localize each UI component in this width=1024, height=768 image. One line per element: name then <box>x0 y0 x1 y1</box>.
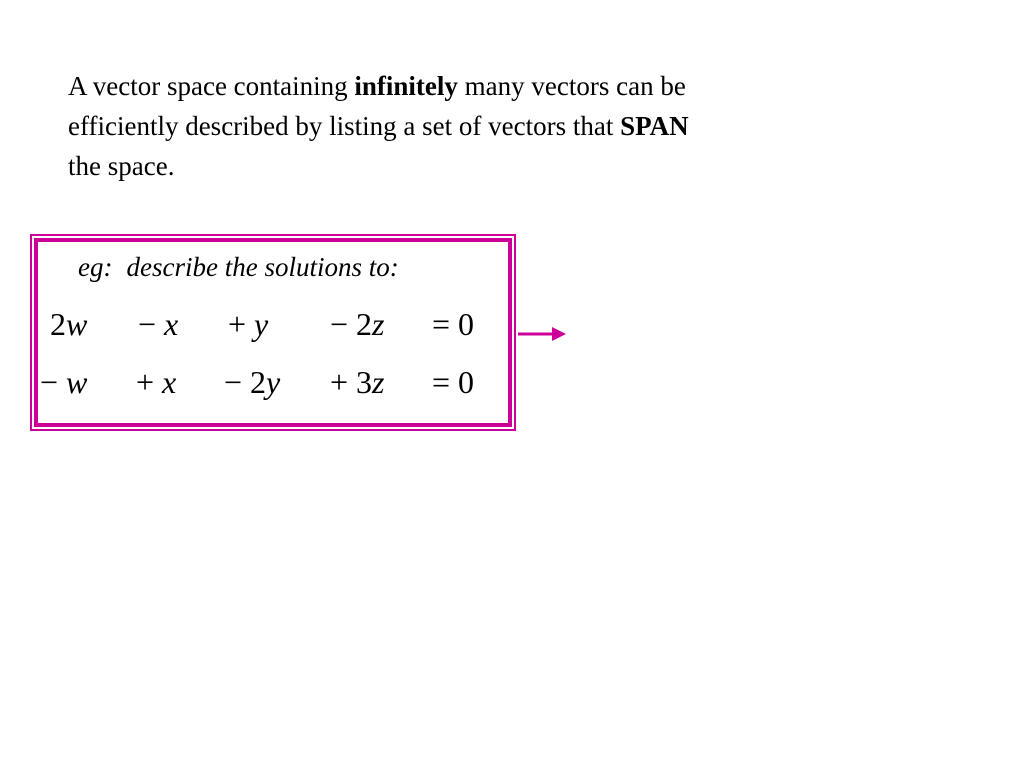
intro-bold-span: SPAN <box>620 111 689 141</box>
term-variable: w <box>66 306 88 342</box>
intro-line-1 <box>68 66 888 106</box>
term-variable: w <box>66 364 88 400</box>
example-prompt <box>78 252 399 283</box>
equation-2-term-2 <box>136 362 176 402</box>
example-prompt-text: describe the solutions to: <box>126 252 399 282</box>
equation-1-term-2 <box>138 304 178 344</box>
term-variable: z <box>372 306 385 342</box>
term-coefficient: 2 <box>50 306 66 342</box>
term-variable: x <box>162 364 177 400</box>
term-coefficient: 2 <box>356 306 373 342</box>
term-operator: + <box>228 306 255 342</box>
term-coefficient: 2 <box>250 364 267 400</box>
equation-1-term-3 <box>228 304 268 344</box>
equation-1-term-1 <box>50 304 87 344</box>
intro-paragraph <box>68 66 888 186</box>
term-operator: + <box>136 364 163 400</box>
term-variable: y <box>254 306 269 342</box>
term-operator: − <box>330 306 357 342</box>
example-label: eg: <box>78 252 113 282</box>
term-variable: x <box>164 306 179 342</box>
intro-line-3: the space. <box>68 151 175 181</box>
right-arrow-icon <box>518 324 568 344</box>
term-operator: + <box>330 364 357 400</box>
equation-2-term-4 <box>330 362 385 402</box>
term-operator: − <box>138 306 165 342</box>
intro-text: efficiently described by listing a set of vectors that <box>68 111 621 141</box>
term-operator: − <box>224 364 251 400</box>
intro-text: A vector space containing <box>68 71 355 101</box>
equation-2-rhs: = 0 <box>432 364 475 400</box>
equation-2-term-1 <box>40 362 87 402</box>
term-operator: − <box>40 364 67 400</box>
equation-2-term-3 <box>224 362 280 402</box>
equation-1-term-4 <box>330 304 385 344</box>
intro-bold-infinitely: infinitely <box>354 71 458 101</box>
term-variable: z <box>372 364 385 400</box>
equation-1-rhs: = 0 <box>432 306 475 342</box>
term-variable: y <box>266 364 281 400</box>
intro-text: many vectors can be <box>457 71 686 101</box>
arrow-head <box>552 327 566 341</box>
term-coefficient: 3 <box>356 364 373 400</box>
intro-line-2 <box>68 106 888 146</box>
